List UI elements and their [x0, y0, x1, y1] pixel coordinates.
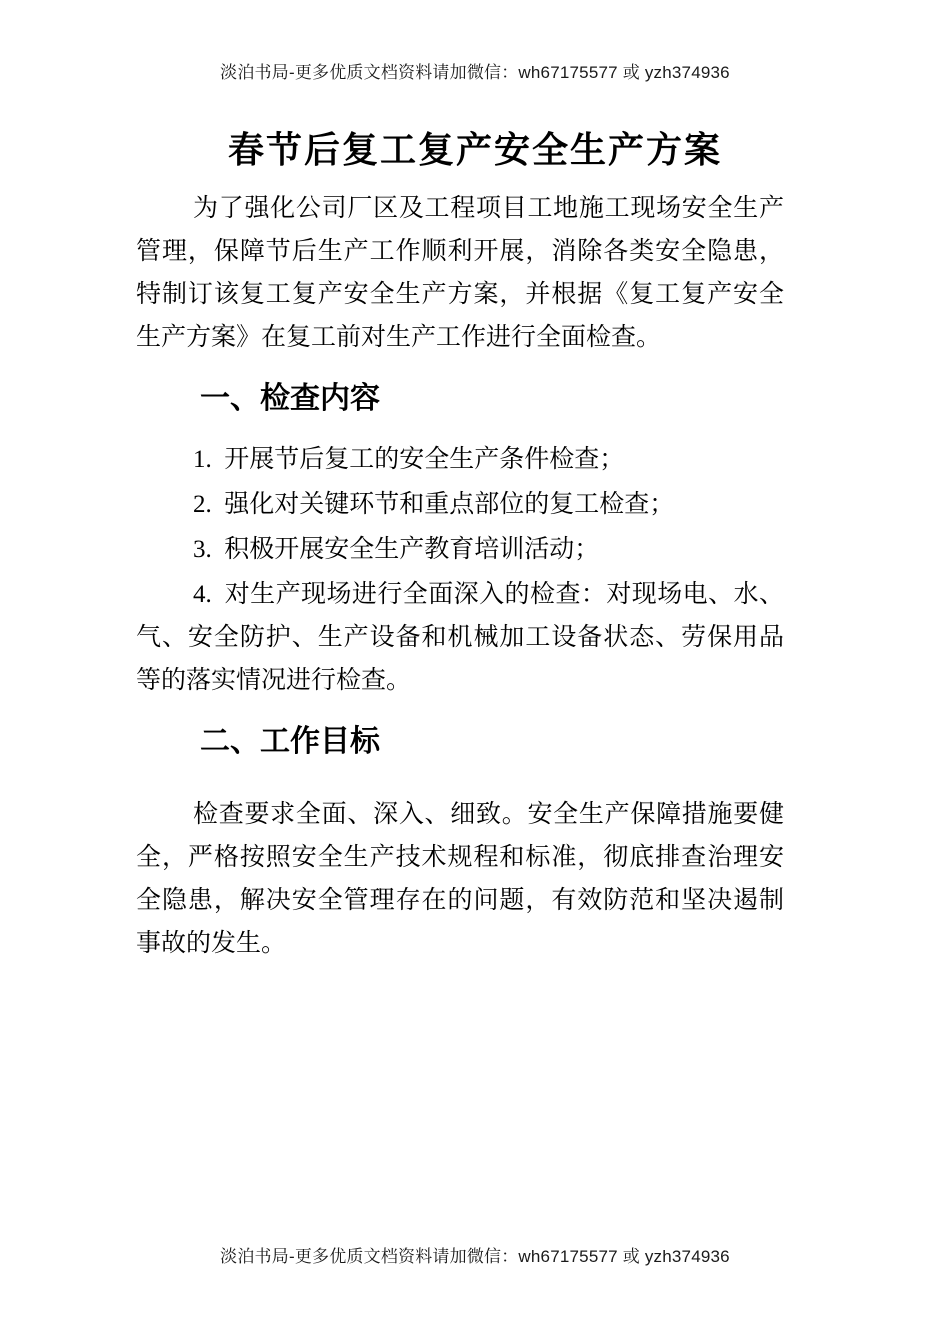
checklist-item-4: 4. 对生产现场进行全面深入的检查：对现场电、水、气、安全防护、生产设备和机械加工设备状态、劳保用品等的落实情况进行检查。 [136, 581, 784, 694]
document-body [136, 187, 784, 965]
header-watermark: 淡泊书局-更多优质文档资料请加微信：wh67175577 或 yzh374936 [220, 63, 730, 82]
work-goal-paragraph: 检查要求全面、深入、细致。安全生产保障措施要健全，严格按照安全生产技术规程和标准，彻底排查治理安全隐患，解决安全管理存在的问题，有效防范和坚决遏制事故的发生。 [136, 801, 784, 957]
checklist-item-1: 1. 开展节后复工的安全生产条件检查； [193, 446, 625, 473]
checklist-item-2: 2. 强化对关键环节和重点部位的复工检查； [193, 491, 675, 518]
section-heading-check-content: 一、检查内容 [200, 382, 380, 415]
document-title: 春节后复工复产安全生产方案 [227, 129, 722, 170]
footer-watermark: 淡泊书局-更多优质文档资料请加微信：wh67175577 或 yzh374936 [220, 1247, 730, 1266]
intro-paragraph: 为了强化公司厂区及工程项目工地施工现场安全生产管理，保障节后生产工作顺利开展，消除各类安全隐患，特制订该复工复产安全生产方案，并根据《复工复产安全生产方案》在复工前对生产工作进行全面检查。 [136, 195, 784, 351]
section-heading-work-goal: 二、工作目标 [200, 725, 380, 758]
checklist-item-3: 3. 积极开展安全生产教育培训活动； [193, 536, 600, 563]
